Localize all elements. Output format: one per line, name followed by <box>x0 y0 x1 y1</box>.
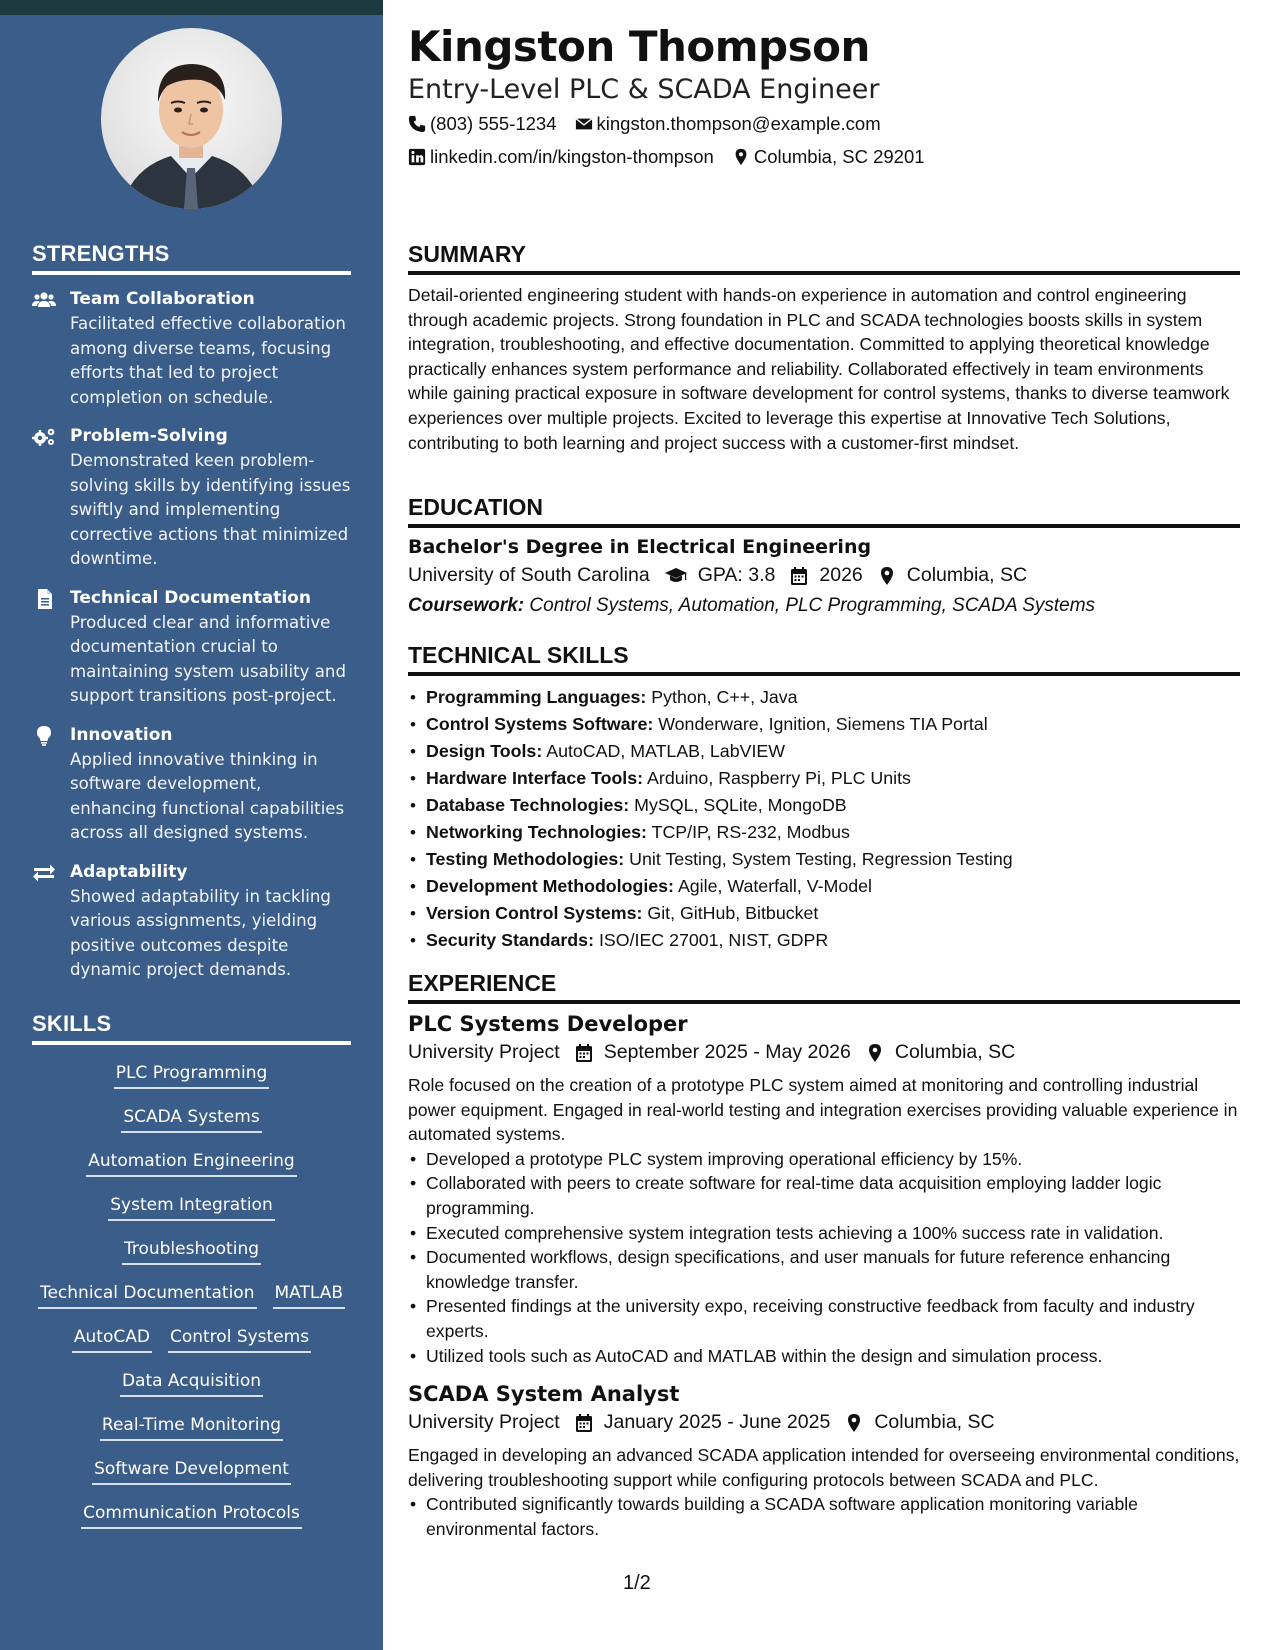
list-item <box>408 792 1240 819</box>
skill-label: Development Methodologies: <box>426 876 674 896</box>
list-item: • Executed comprehensive system integration tests achieving a 100% success rate in validation. <box>408 1221 1240 1246</box>
skill-chip: PLC Programming <box>114 1061 270 1089</box>
skill-label: Testing Methodologies: <box>426 849 625 869</box>
education-meta <box>408 564 1240 587</box>
skill-chip: System Integration <box>108 1193 274 1221</box>
strength-item <box>32 723 351 846</box>
summary-section <box>408 241 1240 455</box>
skill-value: Arduino, Raspberry Pi, PLC Units <box>647 768 911 788</box>
skill-value: AutoCAD, MATLAB, LabVIEW <box>546 741 786 761</box>
candidate-name: Kingston Thompson <box>408 22 870 71</box>
users-icon <box>32 287 70 410</box>
job-dates: September 2025 - May 2026 <box>603 1041 851 1063</box>
skills-list <box>32 1061 351 1529</box>
envelope-icon <box>575 115 593 133</box>
education-heading: EDUCATION <box>408 494 1240 528</box>
skill-chip: AutoCAD <box>72 1325 152 1353</box>
skill-label: Design Tools: <box>426 741 543 761</box>
strength-title: Adaptability <box>70 861 188 882</box>
job-bullets <box>408 1492 1240 1541</box>
technical-skills-heading: TECHNICAL SKILLS <box>408 642 1240 676</box>
list-item <box>408 873 1240 900</box>
skill-chip: Real-Time Monitoring <box>100 1413 283 1441</box>
technical-skills-section <box>408 642 1240 954</box>
job-dates: January 2025 - June 2025 <box>603 1411 831 1434</box>
job-title: SCADA System Analyst <box>408 1382 680 1407</box>
skill-value: ISO/IEC 27001, NIST, GDPR <box>598 930 829 950</box>
job-org: University Project <box>408 1041 560 1063</box>
strength-description: Showed adaptability in tackling various assignments, yielding positive outcomes despite dynamic project demands. <box>70 886 331 979</box>
calendar-icon <box>574 1043 594 1063</box>
strength-item <box>32 287 351 410</box>
list-item: • Documented workflows, design specifications, and user manuals for future reference enhancing knowledge transfer. <box>408 1245 1240 1294</box>
profile-photo <box>101 28 282 209</box>
strength-title: Innovation <box>70 724 173 745</box>
strength-title: Team Collaboration <box>70 289 255 309</box>
email-contact[interactable] <box>575 113 881 135</box>
list-item <box>408 819 1240 846</box>
strength-item <box>32 586 351 709</box>
page-number: 1/2 <box>623 1572 651 1594</box>
job-location: Columbia, SC <box>894 1041 1016 1063</box>
map-pin-icon <box>732 148 750 166</box>
skill-value: Agile, Waterfall, V-Model <box>677 876 872 896</box>
skill-value: Python, C++, Java <box>651 687 798 707</box>
job-bullets <box>408 1147 1240 1368</box>
strengths-section <box>32 241 351 997</box>
list-item: • Contributed significantly towards building a SCADA software application monitoring variable environmental factors. <box>408 1492 1240 1541</box>
skill-label: Programming Languages: <box>426 687 647 707</box>
skill-chip: Technical Documentation <box>38 1281 257 1309</box>
skill-label: Control Systems Software: <box>426 714 654 734</box>
job-description: Role focused on the creation of a prototype PLC system aimed at monitoring and controlling industrial power equipment. Engaged in real-world testing and integration exercises providing valuable experience in automated systems. <box>408 1075 1238 1145</box>
skill-label: Version Control Systems: <box>426 903 643 923</box>
cogs-icon <box>32 424 70 572</box>
skill-label: Security Standards: <box>426 930 594 950</box>
skill-label: Hardware Interface Tools: <box>426 768 644 788</box>
strength-description: Facilitated effective collaboration among diverse teams, focusing efforts that led to project completion on schedule. <box>70 314 346 407</box>
list-item: • Developed a prototype PLC system improving operational efficiency by 15%. <box>408 1147 1240 1172</box>
skills-section <box>32 1011 351 1529</box>
skill-value: Unit Testing, System Testing, Regression Testing <box>629 849 1013 869</box>
strength-title: Technical Documentation <box>70 587 311 608</box>
strengths-heading: STRENGTHS <box>32 241 351 275</box>
sidebar-top-bar <box>0 0 383 15</box>
job-meta <box>408 1041 1240 1064</box>
strength-description: Demonstrated keen problem-solving skills by identifying issues swiftly and implementing corrective actions that minimized downtime. <box>70 451 351 568</box>
list-item: • Utilized tools such as AutoCAD and MATLAB within the design and simulation process. <box>408 1344 1240 1369</box>
map-pin-icon <box>877 566 897 586</box>
degree-title: Bachelor's Degree in Electrical Engineering <box>408 536 872 558</box>
gpa-text: GPA: 3.8 <box>697 564 776 586</box>
technical-skills-list <box>408 684 1240 954</box>
skill-value: TCP/IP, RS-232, Modbus <box>651 822 850 842</box>
list-item <box>408 846 1240 873</box>
location-text: Columbia, SC 29201 <box>753 146 925 167</box>
skill-value: Git, GitHub, Bitbucket <box>647 903 819 923</box>
email-text[interactable]: kingston.thompson@example.com <box>596 113 881 134</box>
skill-chip: Automation Engineering <box>86 1149 296 1177</box>
skill-value: MySQL, SQLite, MongoDB <box>634 795 847 815</box>
coursework <box>408 595 1240 617</box>
strength-item <box>32 860 351 983</box>
skill-chip: Data Acquisition <box>120 1369 263 1397</box>
map-pin-icon <box>865 1043 885 1063</box>
location-contact <box>732 146 925 168</box>
job-location: Columbia, SC <box>874 1411 995 1434</box>
skills-heading: SKILLS <box>32 1011 351 1045</box>
school-name: University of South Carolina <box>408 564 650 586</box>
job-org: University Project <box>408 1411 560 1434</box>
job-title: PLC Systems Developer <box>408 1012 688 1036</box>
phone-icon <box>408 115 426 133</box>
linkedin-text[interactable]: linkedin.com/in/kingston-thompson <box>430 146 714 167</box>
job-entry <box>408 1382 1240 1541</box>
exchange-icon <box>32 860 70 983</box>
phone-text: (803) 555-1234 <box>430 113 557 134</box>
experience-section <box>408 970 1240 1542</box>
skill-label: Database Technologies: <box>426 795 630 815</box>
skill-chip: Troubleshooting <box>122 1237 261 1265</box>
linkedin-contact[interactable] <box>408 146 714 168</box>
job-meta <box>408 1411 1240 1434</box>
phone-contact <box>408 113 557 135</box>
graduation-year: 2026 <box>819 564 863 586</box>
strength-title: Problem-Solving <box>70 426 228 446</box>
skill-chip: SCADA Systems <box>121 1105 261 1133</box>
calendar-icon <box>789 566 809 586</box>
contact-row <box>408 113 899 135</box>
coursework-label: Coursework: <box>408 595 525 616</box>
job-entry <box>408 1012 1240 1368</box>
linkedin-icon <box>408 148 426 166</box>
map-pin-icon <box>844 1413 864 1433</box>
list-item <box>408 900 1240 927</box>
skill-value: Wonderware, Ignition, Siemens TIA Portal <box>658 714 988 734</box>
education-section <box>408 494 1240 617</box>
strength-item <box>32 424 351 572</box>
skill-chip: Software Development <box>92 1457 291 1485</box>
summary-heading: SUMMARY <box>408 241 1240 275</box>
summary-text: Detail-oriented engineering student with hands-on experience in automation and control engineering through academic projects. Strong foundation in PLC and SCADA technologies boosts skills in system integration, troubleshooting, and effective documentation. Committed to applying theoretical knowledge practically enhances system performance and reliability. Collaborated effectively in team environments while gaining practical exposure in software development for control systems, thanks to diverse teamwork experiences over multiple projects. Excited to leverage this expertise at Innovative Tech Solutions, contributing to both learning and project success with a customer-first mindset. <box>408 285 1230 453</box>
list-item: • Collaborated with peers to create software for real-time data acquisition employing ladder logic programming. <box>408 1171 1240 1220</box>
skill-chip: MATLAB <box>273 1281 346 1309</box>
document-icon <box>32 586 70 709</box>
list-item: • Presented findings at the university expo, receiving constructive feedback from faculty and industry experts. <box>408 1294 1240 1343</box>
contact-row-2 <box>408 146 943 168</box>
list-item <box>408 927 1240 954</box>
skill-chip: Control Systems <box>168 1325 311 1353</box>
candidate-title: Entry-Level PLC & SCADA Engineer <box>408 74 880 105</box>
lightbulb-icon <box>32 723 70 846</box>
experience-heading: EXPERIENCE <box>408 970 1240 1004</box>
skill-label: Networking Technologies: <box>426 822 647 842</box>
strength-description: Applied innovative thinking in software development, enhancing functional capabilities across all designed systems. <box>70 749 345 842</box>
coursework-list: Control Systems, Automation, PLC Programming, SCADA Systems <box>529 595 1096 616</box>
list-item <box>408 765 1240 792</box>
sidebar <box>0 0 383 1650</box>
skill-chip: Communication Protocols <box>81 1501 302 1529</box>
job-description: Engaged in developing an advanced SCADA application intended for overseeing environmental conditions, delivering troubleshooting support while configuring protocols between SCADA and PLC. <box>408 1445 1240 1490</box>
graduation-cap-icon <box>664 566 688 586</box>
list-item <box>408 684 1240 711</box>
education-location: Columbia, SC <box>906 564 1028 586</box>
list-item <box>408 738 1240 765</box>
strength-description: Produced clear and informative documentation crucial to maintaining system usability and support transitions post-project. <box>70 612 346 705</box>
calendar-icon <box>574 1413 594 1433</box>
list-item <box>408 711 1240 738</box>
